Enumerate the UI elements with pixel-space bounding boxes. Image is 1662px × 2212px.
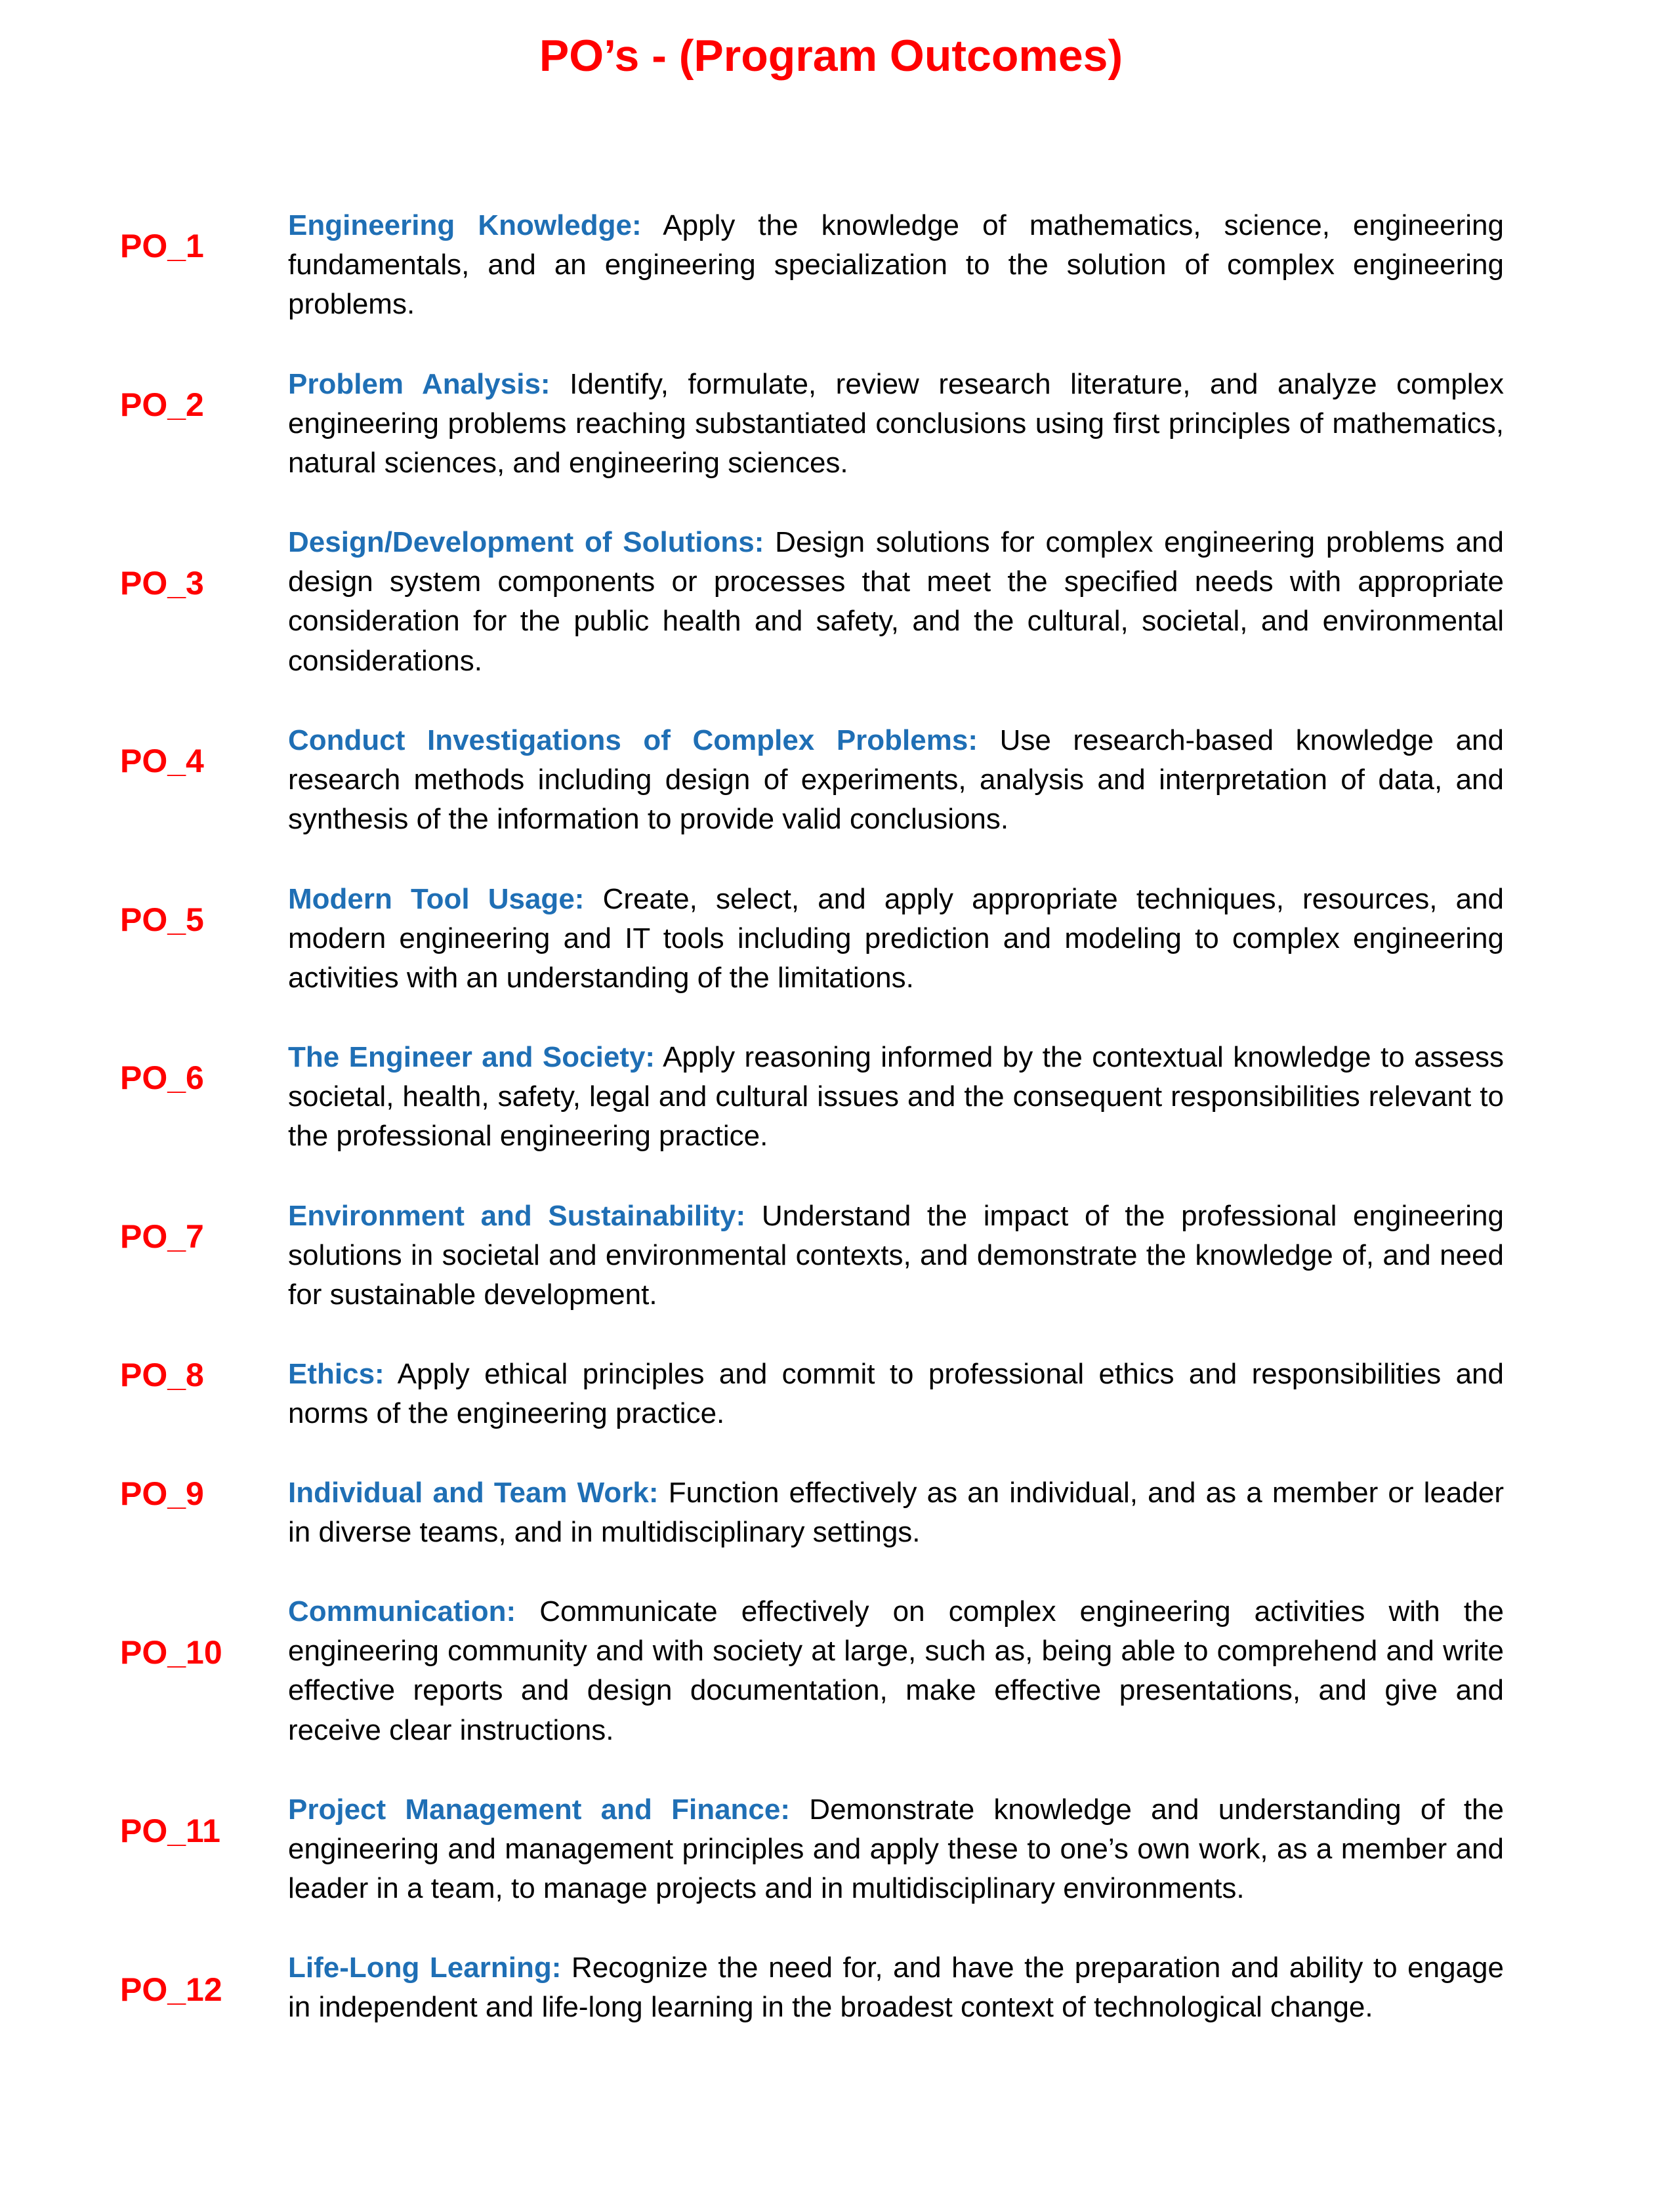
outcome-text: Use research-based knowledge and research methods including design of experiments, analysis and interpretation of data, and synthesis of the information to provide valid conclusions. xyxy=(288,724,1504,836)
outcome-heading: Project Management and Finance: xyxy=(288,1793,791,1826)
outcome-heading: Problem Analysis: xyxy=(288,368,551,400)
outcome-text: Identify, formulate, review research literature, and analyze complex engineering problems reaching substantiated conclusions using first principles of mathematics, natural sciences, and engineering sciences. xyxy=(288,368,1504,480)
outcome-id: PO_12 xyxy=(120,1971,222,2008)
outcome-text: Apply the knowledge of mathematics, science, engineering fundamentals, and an engineering specialization to the solution of complex engineering problems. xyxy=(288,209,1504,321)
outcome-heading: Ethics: xyxy=(288,1358,384,1390)
outcome-heading: Individual and Team Work: xyxy=(288,1477,659,1509)
outcome-heading: Life-Long Learning: xyxy=(288,1952,562,1984)
outcome-heading: The Engineer and Society: xyxy=(288,1041,655,1073)
outcome-id: PO_10 xyxy=(120,1634,222,1671)
outcome-description xyxy=(288,1592,1504,1750)
outcome-text: Function effectively as an individual, and as a member or leader in diverse teams, and in multidisciplinary settings. xyxy=(288,1477,1504,1549)
outcome-text: Recognize the need for, and have the preparation and ability to engage in independent and life-long learning in the broadest context of technological change. xyxy=(288,1952,1504,2024)
outcome-heading: Communication: xyxy=(288,1595,516,1628)
outcome-description xyxy=(288,880,1504,998)
outcome-description xyxy=(288,206,1504,325)
outcome-description xyxy=(288,1038,1504,1157)
outcome-description xyxy=(288,721,1504,840)
outcome-description xyxy=(288,1473,1504,1552)
outcome-heading: Conduct Investigations of Complex Problems: xyxy=(288,724,978,756)
outcome-text: Apply reasoning informed by the contextual knowledge to assess societal, health, safety, legal and cultural issues and the consequent responsibilities relevant to the professional engineering practice. xyxy=(288,1041,1505,1153)
outcome-id: PO_11 xyxy=(120,1813,220,1849)
outcome-description xyxy=(288,1948,1504,2027)
outcome-text: Communicate effectively on complex engineering activities with the engineering community and with society at large, such as, being able to comprehend and write effective reports and design documentation, make effective presentations, and give and receive clear instructions. xyxy=(288,1595,1504,1746)
outcome-text: Apply ethical principles and commit to professional ethics and responsibilities and norms of the engineering practice. xyxy=(288,1358,1504,1430)
outcome-id: PO_2 xyxy=(120,386,204,423)
outcome-id: PO_8 xyxy=(120,1357,204,1393)
outcome-description xyxy=(288,365,1504,483)
outcome-id: PO_4 xyxy=(120,743,204,779)
outcome-text: Design solutions for complex engineering problems and design system components or processes that meet the specified needs with appropriate consideration for the public health and safety, and the cultural, societal, and environmental considerations. xyxy=(288,526,1504,677)
outcome-id: PO_1 xyxy=(120,228,204,264)
outcome-heading: Modern Tool Usage: xyxy=(288,883,585,915)
outcome-description xyxy=(288,523,1504,681)
outcome-heading: Design/Development of Solutions: xyxy=(288,526,764,558)
outcome-description xyxy=(288,1790,1504,1909)
outcome-heading: Environment and Sustainability: xyxy=(288,1200,746,1232)
outcome-description xyxy=(288,1197,1504,1315)
outcome-text: Demonstrate knowledge and understanding of the engineering and management principles and apply these to one’s own work, as a member and leader in a team, to manage projects and in multidisciplinary environments. xyxy=(288,1793,1504,1905)
page-title: PO’s - (Program Outcomes) xyxy=(539,31,1123,81)
outcome-id: PO_5 xyxy=(120,901,204,938)
outcome-description xyxy=(288,1355,1504,1433)
outcome-id: PO_6 xyxy=(120,1059,204,1096)
outcome-id: PO_3 xyxy=(120,565,204,602)
outcome-heading: Engineering Knowledge: xyxy=(288,209,642,241)
outcome-id: PO_7 xyxy=(120,1218,204,1255)
outcome-text: Create, select, and apply appropriate techniques, resources, and modern engineering and IT tools including prediction and modeling to complex engineering activities with an understanding of the limitations. xyxy=(288,883,1504,994)
outcome-id: PO_9 xyxy=(120,1475,204,1512)
outcome-text: Understand the impact of the professional engineering solutions in societal and environmental contexts, and demonstrate the knowledge of, and need for sustainable development. xyxy=(288,1200,1504,1311)
